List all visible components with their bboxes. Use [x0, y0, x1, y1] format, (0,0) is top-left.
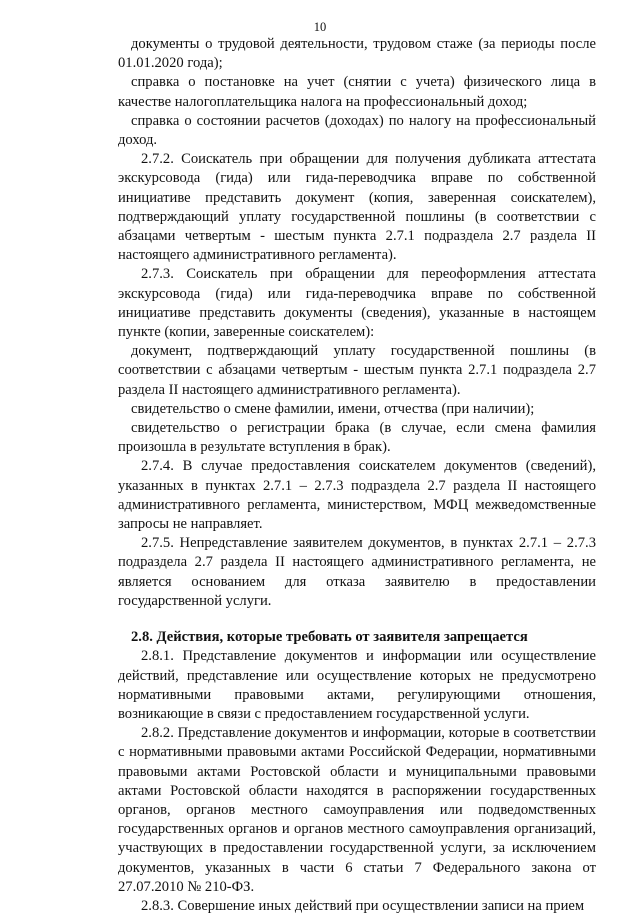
paragraph-2-7-3: 2.7.3. Соискатель при обращении для переоформления аттестата экскурсовода (гида) или гида-переводчика вправе по собственной инициативе представить документы (сведения), указанные в настоящем пункте (копии, заверенные соискателем): — [118, 266, 596, 341]
paragraph-state-fee-document: документ, подтверждающий уплату государственной пошлины (в соответствии с абзацами четвертым - шестым пункта 2.7.1 подраздела 2.7 раздела II настоящего административного регламента). — [118, 343, 596, 398]
paragraph-name-change-certificate: свидетельство о смене фамилии, имени, отчества (при наличии); — [131, 400, 535, 417]
paragraph-2-8-2: 2.8.2. Представление документов и информации, которые в соответствии с нормативными правовыми актами Российской Федерации, нормативными правовыми актами Ростовской области и муниципальными правовыми актами Ростовской области находятся в распоряжении государственных органов, органов местного самоуправления или подведомственных государственных органов и органов местного самоуправления организаций, участвующих в предоставлении государственной услуги, за исключением документов, указанных в части 6 статьи 7 Федерального закона от 27.07.2010 № 210-ФЗ. — [118, 725, 596, 895]
paragraph-labor-documents: документы о трудовой деятельности, трудовом стаже (за периоды после 01.01.2020 года); — [118, 36, 596, 72]
section-heading-2-8: 2.8. Действия, которые требовать от заявителя запрещается — [131, 629, 528, 646]
paragraph-2-7-2: 2.7.2. Соискатель при обращении для получения дубликата аттестата экскурсовода (гида) или гида-переводчика вправе по собственной инициативе представить документ (копия, заверенная соискателем), подтверждающий уплату государственной пошлины (в соответствии с абзацами четвертым - шестым пункта 2.7.1 подраздела 2.7 раздела II настоящего административного регламента). — [118, 151, 596, 264]
paragraph-2-8-3: 2.8.3. Совершение иных действий при осуществлении записи на прием — [141, 897, 585, 914]
document-body — [118, 35, 596, 916]
paragraph-2-7-4: 2.7.4. В случае предоставления соискателем документов (сведений), указанных в пунктах 2.7.1 – 2.7.3 подраздела 2.7 раздела II настоящего административного регламента, министерством, МФЦ межведомственные запросы не направляет. — [118, 458, 596, 533]
paragraph-marriage-certificate: свидетельство о регистрации брака (в случае, если смена фамилия произошла в результате вступления в брак). — [118, 420, 596, 456]
paragraph-tax-registration-certificate: справка о постановке на учет (снятии с учета) физического лица в качестве налогоплательщика налога на профессиональный доход; — [118, 74, 596, 110]
paragraph-tax-settlement-certificate: справка о состоянии расчетов (доходах) по налогу на профессиональный доход. — [118, 112, 596, 149]
paragraph-2-8-1: 2.8.1. Представление документов и информации или осуществление действий, представление или осуществление которых не предусмотрено нормативными правовыми актами, регулирующими отношения, возникающие в связи с предоставлением государственной услуги. — [118, 648, 596, 722]
page-number: 10 — [313, 20, 327, 34]
paragraph-2-7-5: 2.7.5. Непредставление заявителем документов, в пунктах 2.7.1 – 2.7.3 подраздела 2.7 раздела II настоящего административного регламента, не является основанием для отказа заявителю в предоставлении государственной услуги. — [118, 535, 596, 609]
